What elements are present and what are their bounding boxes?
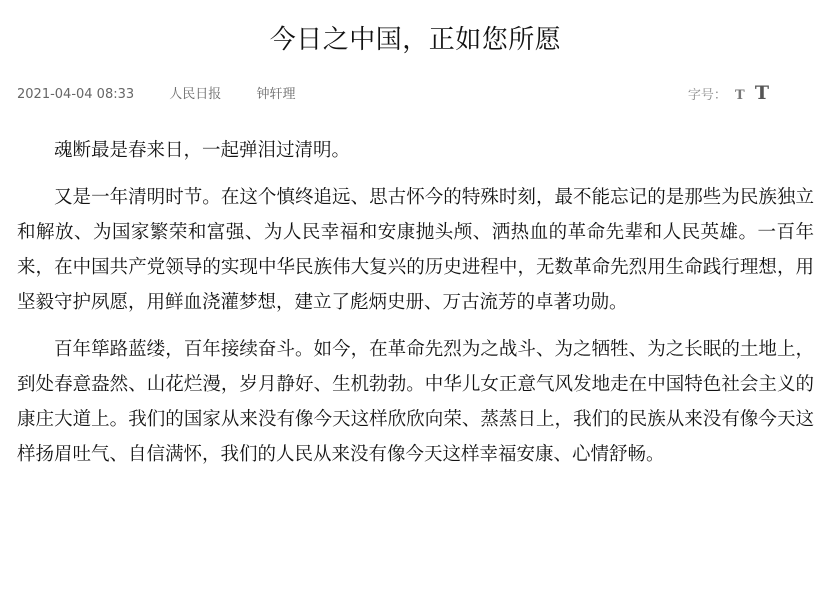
article-source: 人民日报 <box>169 87 222 102</box>
article-paragraph: 魂断最是春来日，一起弹泪过清明。 <box>54 140 351 161</box>
font-size-small-button[interactable]: T <box>735 88 745 103</box>
article-body <box>17 133 814 472</box>
font-size-label: 字号： <box>687 88 727 103</box>
article-paragraph: 百年筚路蓝缕，百年接续奋斗。如今，在革命先烈为之战斗、为之牺牲、为之长眠的土地上，到处春意盎然、山花烂漫，岁月静好、生机勃勃。中华儿女正意气风发地走在中国特色社会主义的康庄大道上。我们的国家从来没有像今天这样欣欣向荣、蒸蒸日上，我们的民族从来没有像今天这样扬眉吐气、自信满怀，我们的人民从来没有像今天这样幸福安康、心情舒畅。 <box>17 339 814 465</box>
article-title: 今日之中国，正如您所愿 <box>269 25 562 55</box>
publish-time: 2021-04-04 08:33 <box>17 87 135 102</box>
article-paragraph: 又是一年清明时节。在这个慎终追远、思古怀今的特殊时刻，最不能忘记的是那些为民族独立和解放、为国家繁荣和富强、为人民幸福和安康抛头颅、洒热血的革命先辈和人民英雄。一百年来，在中国共产党领导的实现中华民族伟大复兴的历史进程中，无数革命先烈用生命践行理想，用坚毅守护夙愿，用鲜血浇灌梦想，建立了彪炳史册、万古流芳的卓著功勋。 <box>17 187 814 313</box>
article-author: 钟轩理 <box>256 87 296 102</box>
font-size-large-button[interactable]: T <box>754 82 769 104</box>
article-meta <box>17 83 814 107</box>
font-size-control <box>688 81 769 105</box>
